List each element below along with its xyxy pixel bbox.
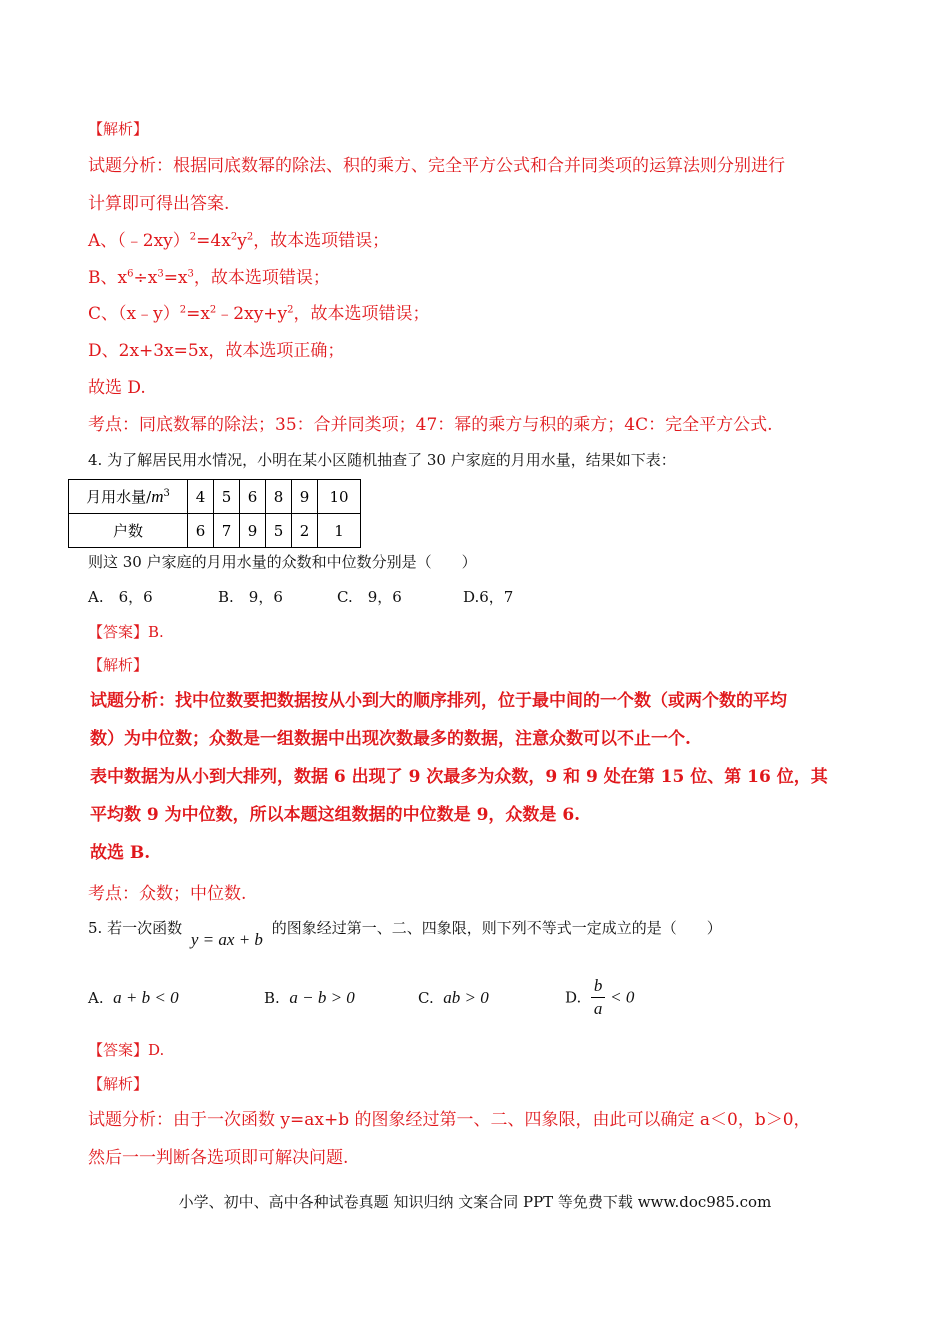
- q3-option-b: B、$x^6\div x^3=x^3$，故本选项错误；: [88, 268, 330, 288]
- table-cell: 7: [214, 514, 240, 548]
- table-cell: 8: [266, 480, 292, 514]
- q4-choice: 故选 B.: [90, 843, 151, 863]
- table-cell: 9: [240, 514, 266, 548]
- q3-option-d: D、2x+3x=5x，故本选项正确；: [88, 341, 345, 361]
- q5-function-formula: y = ax + b: [190, 930, 263, 949]
- table-cell: 1: [318, 514, 361, 548]
- q4-analysis-1: 试题分析：找中位数要把数据按从小到大的顺序排列，位于最中间的一个数（或两个数的平均: [90, 691, 787, 711]
- table-cell: 2: [292, 514, 318, 548]
- q5-option-b: B. a − b > 0: [264, 988, 355, 1007]
- q5-analysis-label: 【解析】: [88, 1075, 149, 1093]
- table-cell: 6: [240, 480, 266, 514]
- table-cell: 9: [292, 480, 318, 514]
- q5-analysis-2: 然后一一判断各选项即可解决问题.: [88, 1148, 349, 1168]
- q4-answer: 【答案】B.: [88, 623, 164, 641]
- q4-analysis-4: 平均数 9 为中位数，所以本题这组数据的中位数是 9，众数是 6.: [90, 805, 581, 825]
- q5-option-d-fraction: $\frac{b}{a}$: [591, 975, 606, 1020]
- table-header-cell: 月用水量$/m^3$: [69, 480, 188, 514]
- q3-analysis-line1: 试题分析：根据同底数幂的除法、积的乘方、完全平方公式和合并同类项的运算法则分别进行: [88, 156, 785, 176]
- table-cell: 6: [188, 514, 214, 548]
- table-row: [69, 480, 361, 514]
- table-row: [69, 514, 361, 548]
- table-cell: 5: [266, 514, 292, 548]
- q4-option-a: A. 6，6: [88, 588, 153, 606]
- q4-kaodian: 考点：众数；中位数.: [88, 884, 247, 904]
- q5-option-a: A. a + b < 0: [88, 988, 179, 1007]
- q4-option-b: B. 9，6: [218, 588, 283, 606]
- table-cell: 4: [188, 480, 214, 514]
- page-footer: 小学、初中、高中各种试卷真题 知识归纳 文案合同 PPT 等免费下载 www.doc985.com: [178, 1193, 772, 1211]
- q4-analysis-label: 【解析】: [88, 656, 149, 674]
- q4-question: 则这 30 户家庭的月用水量的众数和中位数分别是（ ）: [88, 553, 477, 571]
- q3-choice: 故选 D.: [88, 378, 146, 398]
- table-header-cell: 户数: [69, 514, 188, 548]
- q5-option-c: C. ab > 0: [418, 988, 489, 1007]
- water-usage-table: [68, 479, 361, 548]
- q5-option-d: D. $\frac{b}{a}$ < 0: [565, 976, 635, 1018]
- q4-analysis-3: 表中数据为从小到大排列，数据 6 出现了 9 次最多为众数，9 和 9 处在第 15 位、第 16 位，其: [90, 767, 828, 787]
- q5-stem: 5. 若一次函数 y = ax + b 的图象经过第一、二、四象限，则下列不等式一定成立的是（ ）: [88, 919, 722, 949]
- q3-option-c: C、$(x﹣y)^2=x^2﹣2xy+y^2$，故本选项错误；: [88, 304, 430, 324]
- q5-answer: 【答案】D.: [88, 1041, 165, 1059]
- table-cell: 5: [214, 480, 240, 514]
- q4-stem: 4. 为了解居民用水情况，小明在某小区随机抽查了 30 户家庭的月用水量，结果如下表：: [88, 451, 676, 469]
- table-cell: 10: [318, 480, 361, 514]
- q3-kaodian: 考点：同底数幂的除法；35：合并同类项；47：幂的乘方与积的乘方；4C：完全平方公式.: [88, 415, 773, 435]
- q3-analysis-label: 【解析】: [88, 120, 149, 138]
- q3-analysis-line2: 计算即可得出答案.: [88, 194, 230, 214]
- q3-option-a: A、$(﹣2xy)^2=4x^2y^2$，故本选项错误；: [88, 231, 390, 251]
- q5-analysis-1: 试题分析：由于一次函数 y=ax+b 的图象经过第一、二、四象限，由此可以确定 a＜0，b＞0，: [88, 1110, 811, 1130]
- q4-option-c: C. 9，6: [337, 588, 402, 606]
- q4-option-d: D.6，7: [463, 588, 514, 606]
- q4-analysis-2: 数）为中位数；众数是一组数据中出现次数最多的数据，注意众数可以不止一个.: [90, 729, 691, 749]
